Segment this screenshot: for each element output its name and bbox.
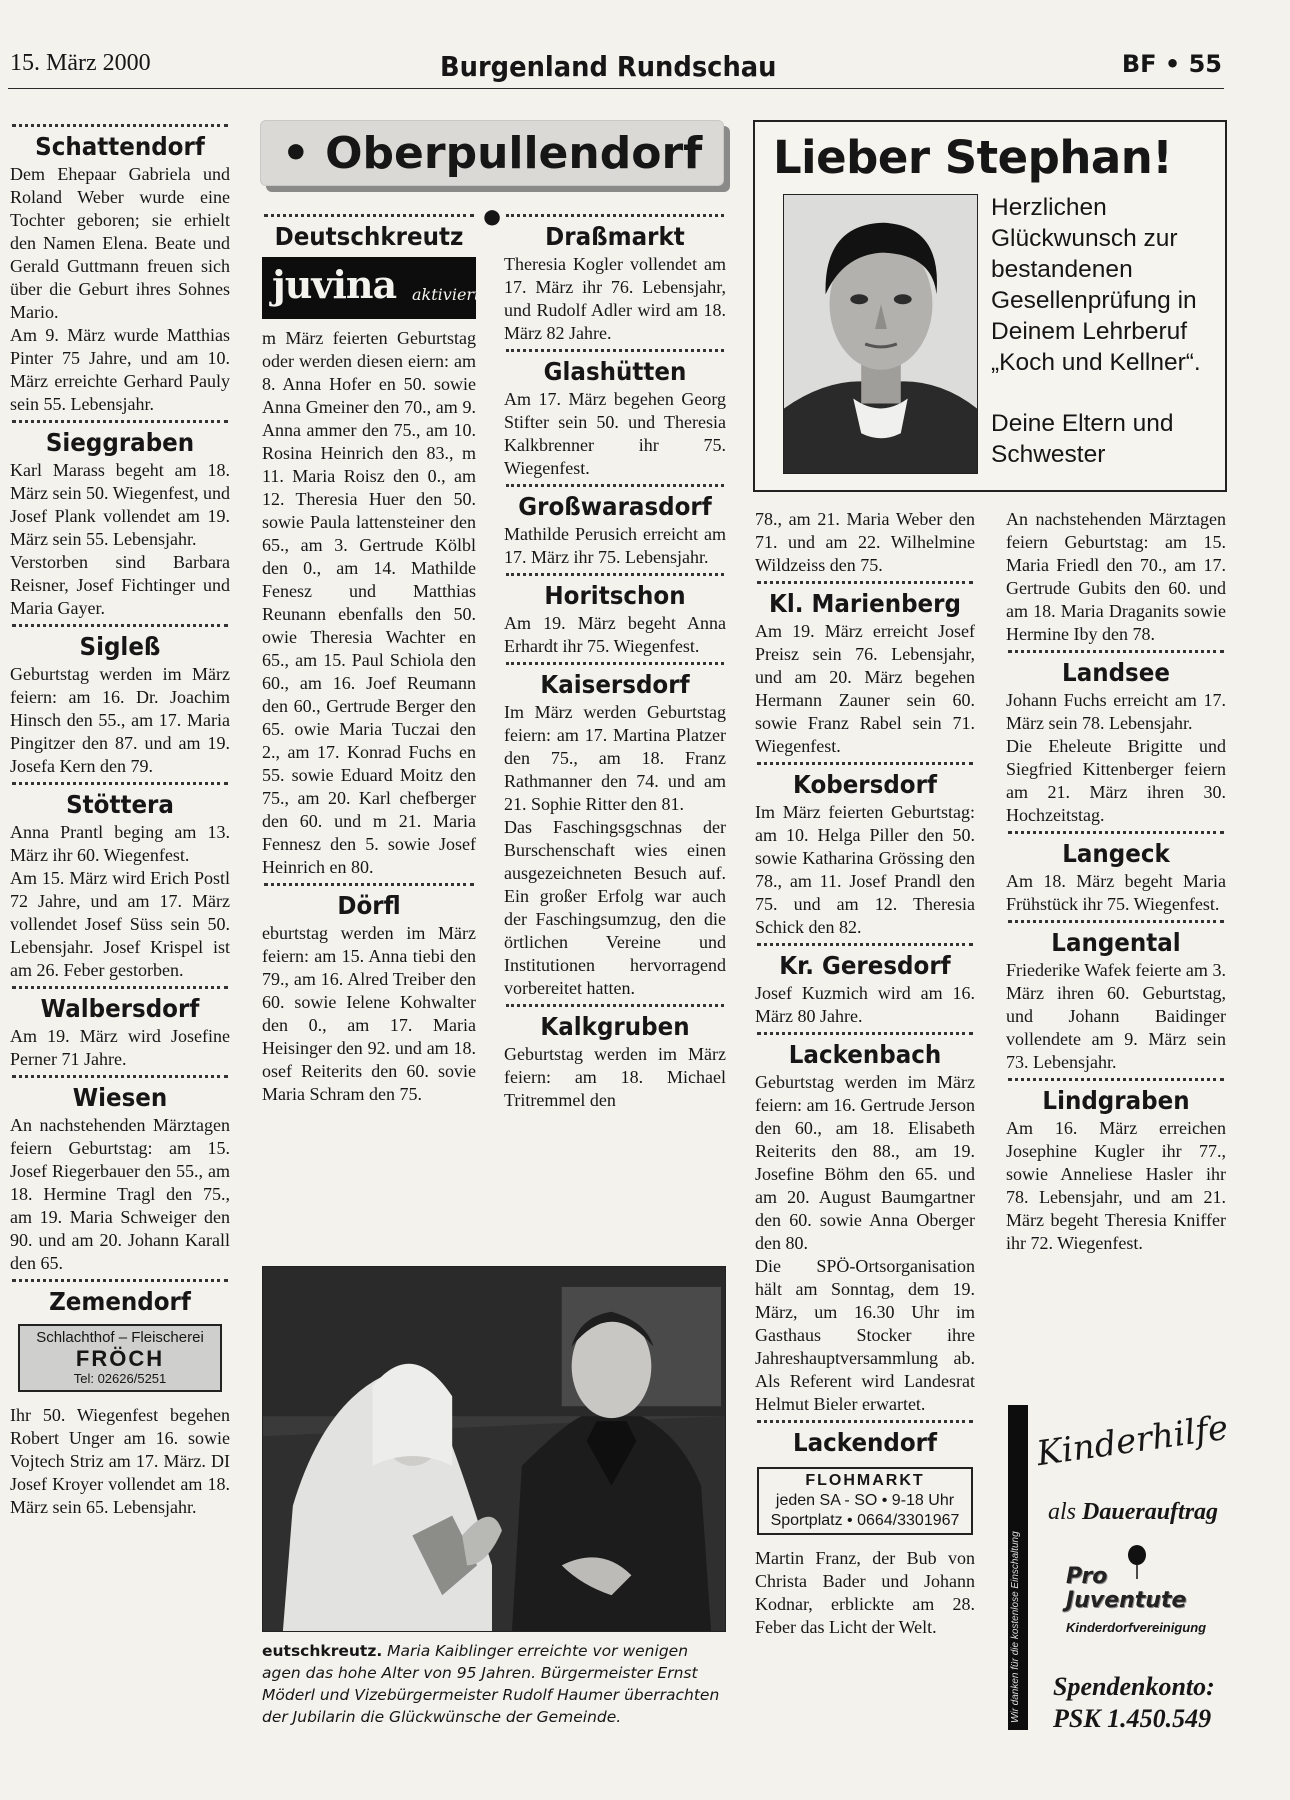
town-heading: Sigleß — [79, 632, 161, 661]
article-text: Ihr 50. Wiegenfest begehen Robert Unger am 16. sowie Vojtech Striz am 17. März. DI Josef Kroyer vollendet am 18. März sein 65. Lebensjahr. — [10, 1405, 230, 1517]
juvina-logo — [262, 257, 481, 319]
greeting-title: Lieber Stephan! — [773, 131, 1173, 184]
article-text: Josef Kuzmich wird am 16. März 80 Jahre. — [755, 983, 975, 1026]
photo-caption — [262, 1640, 728, 1728]
town-heading: Landsee — [1062, 658, 1170, 687]
dotted-divider — [1008, 920, 1224, 923]
article-text: Im März feierten Geburtstag: am 10. Helga Piller den 50. sowie Katharina Grössing den 78., am 11. Josef Prandl den 75. und am 12. Theresia Schick den 82. — [755, 802, 975, 937]
juvina-tagline: aktiviert — [412, 285, 481, 304]
article-text: Theresia Kogler vollendet am 17. März ihr 76. Lebensjahr, und Rudolf Adler wird am 18. März 82 Jahre. — [504, 254, 726, 343]
dotted-divider — [1008, 1078, 1224, 1081]
froch-advertisement — [18, 1324, 222, 1392]
dotted-divider — [757, 581, 973, 584]
region-banner: • Oberpullendorf • — [260, 120, 724, 186]
article-text: An nachstehenden Märztagen feiern Geburtstag: am 15. Maria Friedl den 70., am 17. Gertrude Gubits den 60. und am 18. Maria Draganits sowie Hermine Iby den 78. — [1006, 509, 1226, 644]
article-text: Dem Ehepaar Gabriela und Roland Weber wurde eine Tochter geboren; sie erhielt den Namen Elena. Beate und Gerald Guttmann freuen sich über die Geburt ihres Sohnes Mario. — [10, 164, 230, 322]
sub-word: als — [1048, 1499, 1077, 1525]
ad-title: FLOHMARKT — [805, 1472, 925, 1489]
ad-line: jeden SA - SO • 9-18 Uhr — [775, 1492, 955, 1509]
dotted-divider — [506, 573, 724, 576]
kinderhilfe-advertisement — [1008, 1405, 1231, 1733]
article-text: Johann Fuchs erreicht am 17. März sein 78. Lebensjahr. — [1006, 690, 1226, 733]
town-heading: Kl. Marienberg — [769, 589, 961, 618]
flohmarkt-advertisement — [757, 1467, 973, 1535]
side-bar-text: Wir danken für die kostenlose Einschaltung — [1010, 1531, 1021, 1723]
town-heading: Lackenbach — [788, 1040, 942, 1069]
caption-location: eutschkreutz. — [262, 1642, 383, 1660]
town-heading: Glashütten — [543, 357, 687, 386]
dotted-divider — [506, 349, 724, 352]
town-heading: Horitschon — [544, 581, 686, 610]
article-text: Im März werden Geburtstag feiern: am 17. Martina Platzer den 75., am 18. Franz Rathmanner den 74. und am 21. Sophie Ritter den 81. — [504, 702, 726, 814]
article-text: Am 19. März begeht Anna Erhardt ihr 75. Wiegenfest. — [504, 613, 726, 656]
dotted-divider — [12, 986, 228, 989]
town-heading: Kr. Geresdorf — [779, 951, 951, 980]
greeting-signature: Deine Eltern und Schwester — [991, 410, 1174, 468]
town-heading: Kalkgruben — [540, 1012, 690, 1041]
portrait-photo — [783, 194, 978, 474]
greeting-message: Herzlichen Glückwunsch zur bestandenen Gesellenprüfung in Deinem Lehrberuf „Koch und Kellner“. — [991, 194, 1201, 376]
account-label: Spendenkonto: — [1053, 1672, 1215, 1701]
header-rule — [8, 88, 1224, 89]
town-heading: Walbersdorf — [40, 994, 200, 1023]
issue-date: 15. März 2000 — [10, 50, 151, 76]
ad-line: Sportplatz • 0664/3301967 — [770, 1512, 960, 1529]
dotted-divider — [12, 1279, 228, 1282]
town-heading: Kobersdorf — [793, 770, 937, 799]
town-heading: Deutschkreutz — [274, 222, 464, 251]
article-text: Am 17. März begehen Georg Stifter sein 50. und Theresia Kalkbrenner ihr 75. Wiegenfest. — [504, 389, 726, 478]
caption-text: Maria Kaiblinger erreichte vor wenigen agen das hohe Alter von 95 Jahren. Bürgermeister Ernst Möderl und Vizebürgermeister Rudolf Haumer überrachten der Jubilarin die Glückwünsche der Gemeinde. — [262, 1642, 720, 1726]
article-text: eburtstag werden im März feiern: am 15. Anna tiebi den 79., am 16. Alred Treiber den 60. sowie Ielene Kohwalter den 0., am 17. Maria Heisinger den 92. und am 18. osef Reiterits den 60. sovie Maria Schram den 75. — [262, 923, 476, 1104]
dotted-divider — [506, 484, 724, 487]
ad-brand: FRÖCH — [75, 1346, 165, 1371]
town-heading: Lindgraben — [1042, 1086, 1190, 1115]
town-heading: Dörfl — [337, 891, 401, 920]
article-text: Friederike Wafek feierte am 3. März ihren 60. Geburtstag, und Johann Baidinger vollendete am 9. März sein 73. Lebensjahr. — [1006, 960, 1226, 1072]
article-text: Martin Franz, der Bub von Christa Bader und Johann Kodnar, erblickte am 28. Feber das Licht der Welt. — [755, 1548, 975, 1637]
article-text: Die SPÖ-Ortsorganisation hält am Sonntag, dem 19. März, um 16.30 Uhr im Gasthaus Stocker ihre Jahreshauptversammlung ab. Als Referent wird Landesrat Helmut Bieler erwartet. — [755, 1256, 975, 1414]
column-2 — [262, 210, 481, 1106]
article-text: Geburtstag werden im März feiern: am 16. Dr. Joachim Hinsch den 55., am 17. Maria Pingitzer den 87. und am 19. Josefa Kern den 79. — [10, 664, 230, 776]
article-text: Am 15. März wird Erich Postl 72 Jahre, und am 17. März vollendet Josef Süss sein 50. Lebensjahr. Josef Krispel ist am 26. Feber gestorben. — [10, 868, 230, 980]
donation-account — [1053, 1671, 1215, 1735]
town-heading: Stöttera — [66, 790, 174, 819]
article-text: m März feierten Geburtstag oder werden diesen eiern: am 8. Anna Hofer en 50. sowie Anna Gmeiner den 70., am 9. Anna ammer den 75., am 10. Rosina Heinrich den 83., m 11. Maria Roisz den 0., am 12. Theresia Huer den 50. sowie Paula lattensteiner den 65., am 3. Gertrude Kölbl den 0., am 14. Mathilde Fenesz und Matthias Reunann ebenfalls den 50. owie Theresia Wachter en 65., am 15. Paul Schiola den 60., am 16. Joef Reumann den 60., Gertrude Berger den 65. owie Maria Tuczai den 2., am 17. Konrad Fuchs en 55. sowie Eduard Moitz den 75., am 20. Karl chefberger den 60. und m 21. Maria Fennesz den 5. sowie Josef Heinrich en 80. — [262, 328, 476, 877]
page-number: BF • 55 — [1121, 50, 1222, 78]
newspaper-title: Burgenland Rundschau — [440, 50, 777, 83]
town-heading: Lackendorf — [792, 1428, 938, 1457]
town-heading: Schattendorf — [35, 132, 205, 161]
town-heading: Langental — [1051, 928, 1181, 957]
article-text: Am 16. März erreichen Josephine Kugler ihr 77., sowie Anneliese Hasler ihr 78. Lebensjahr, und am 21. März begeht Theresia Kniffer ihr 72. Wiegenfest. — [1006, 1118, 1226, 1253]
article-text: Am 18. März begeht Maria Frühstück ihr 75. Wiegenfest. — [1006, 871, 1226, 914]
column-4 — [755, 508, 975, 1639]
dotted-divider — [757, 762, 973, 765]
ad-line: Schlachthof – Fleischerei — [36, 1329, 204, 1346]
article-text: Verstorben sind Barbara Reisner, Josef Fichtinger und Maria Gayer. — [10, 552, 230, 618]
org-name: Kinderdorfvereinigung — [1066, 1620, 1207, 1635]
article-text: Geburtstag werden im März feiern: am 18. Michael Tritremmel den — [504, 1044, 726, 1110]
ad-phone: Tel: 02626/5251 — [73, 1371, 167, 1386]
dotted-divider — [12, 624, 228, 627]
account-number: PSK 1.450.549 — [1053, 1704, 1212, 1733]
dotted-divider — [12, 1075, 228, 1078]
column-3 — [504, 210, 726, 1112]
article-text: Am 9. März wurde Matthias Pinter 75 Jahre, und am 10. März erreichte Gerhard Pauly sein 55. Lebensjahr. — [10, 325, 230, 414]
dotted-divider — [757, 1032, 973, 1035]
article-text: Am 19. März wird Josefine Perner 71 Jahre. — [10, 1026, 230, 1069]
article-text: Geburtstag werden im März feiern: am 16. Gertrude Jerson den 60., am 18. Elisabeth Reiterits den 88., am 19. Josefine Böhm den 65. und am 20. August Baumgartner den 60. sowie Anna Oberger den 80. — [755, 1072, 975, 1253]
column-5 — [1006, 508, 1226, 1255]
dotted-divider — [757, 943, 973, 946]
article-text: Am 19. März erreicht Josef Preisz sein 76. Lebensjahr, und am 20. März begehen Hermann Zauner sein 60. sowie Franz Rabel sein 71. Wiegenfest. — [755, 621, 975, 756]
jubilee-photo — [262, 1266, 726, 1632]
article-text: Anna Prantl beging am 13. März ihr 60. Wiegenfest. — [10, 822, 230, 865]
dotted-divider — [506, 662, 724, 665]
town-heading: Großwarasdorf — [518, 492, 712, 521]
dotted-divider — [1008, 831, 1224, 834]
town-heading: Zemendorf — [49, 1287, 191, 1316]
town-heading: Wiesen — [72, 1083, 168, 1112]
sub-emphasis: Dauerauftrag — [1082, 1499, 1219, 1525]
article-text: An nachstehenden Märztagen feiern Geburtstag: am 15. Josef Riegerbauer den 55., am 18. Hermine Tragl den 75., am 19. Maria Schweiger den 90. und am 20. Johann Karall den 65. — [10, 1115, 230, 1273]
dotted-divider — [757, 1420, 973, 1423]
kinderhilfe-script: Kinderhilfe — [1034, 1407, 1231, 1475]
dotted-divider — [12, 124, 228, 127]
dotted-divider — [264, 883, 474, 886]
dotted-divider — [12, 420, 228, 423]
article-text: Mathilde Perusich erreicht am 17. März ihr 75. Lebensjahr. — [504, 524, 726, 567]
article-text: 78., am 21. Maria Weber den 71. und am 22. Wilhelmine Wildzeiss den 75. — [755, 509, 975, 575]
dotted-divider — [506, 214, 724, 217]
kinderhilfe-subline — [1048, 1499, 1218, 1526]
dotted-divider — [264, 214, 474, 217]
town-heading: Draßmarkt — [545, 222, 685, 251]
dotted-divider — [12, 782, 228, 785]
dotted-divider — [1008, 650, 1224, 653]
article-text: Karl Marass begeht am 18. März sein 50. Wiegenfest, und Josef Plank vollendet am 19. März sein 55. Lebensjahr. — [10, 460, 230, 549]
greeting-box — [753, 120, 1227, 492]
article-text: Die Eheleute Brigitte und Siegfried Kittenberger feiern am 21. März ihren 30. Hochzeitstag. — [1006, 736, 1226, 825]
town-heading: Sieggraben — [45, 428, 195, 457]
dotted-divider — [506, 1004, 724, 1007]
town-heading: Kaisersdorf — [540, 670, 690, 699]
column-1 — [10, 120, 230, 1519]
article-text: Das Faschingsgschnas der Burschenschaft wies einen ausgezeichneten Besuch auf. Ein großer Erfolg war auch der Faschingsumzug, den die örtlichen Vereine und Institutionen hervorragend vorbereitet hatten. — [504, 817, 726, 998]
pro-juventute-logo: Pro Juventute — [1066, 1564, 1187, 1613]
town-heading: Langeck — [1062, 839, 1170, 868]
juvina-wordmark: juvina — [272, 262, 397, 307]
